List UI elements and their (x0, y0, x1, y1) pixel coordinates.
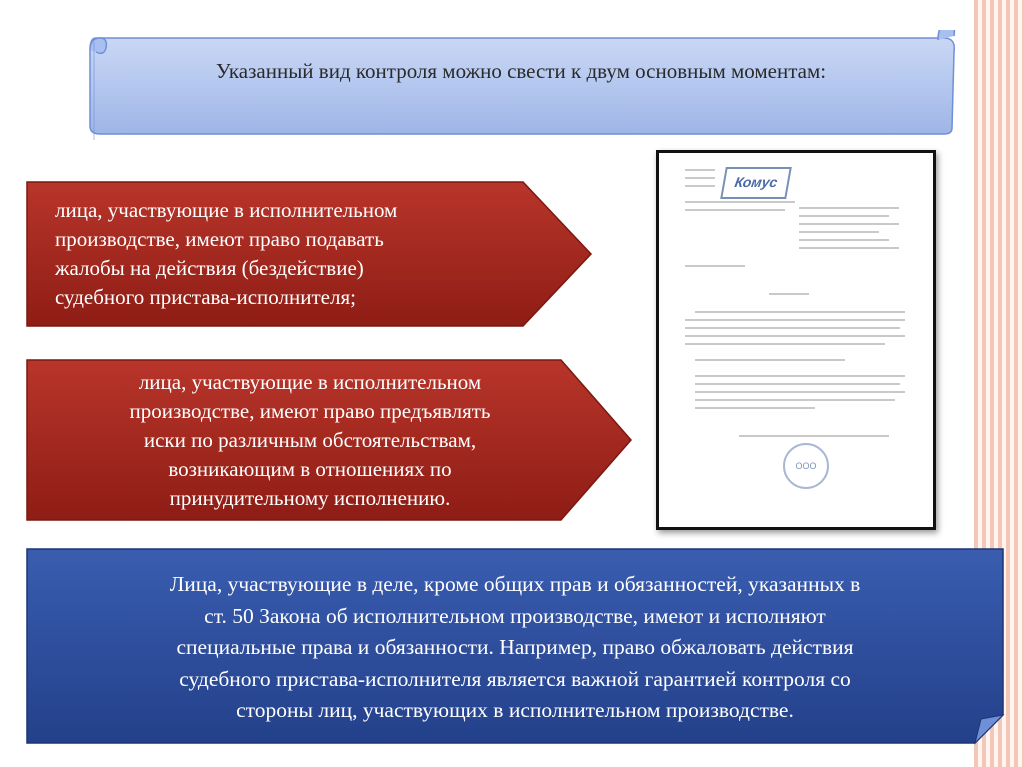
point-2-line: лица, участвующие в исполнительном (138, 370, 482, 394)
doc-line (685, 265, 745, 267)
doc-line (799, 223, 899, 225)
doc-line (685, 327, 900, 329)
point-1-line: жалобы на действия (бездействие) (55, 256, 364, 280)
doc-line (685, 209, 785, 211)
doc-line (799, 239, 889, 241)
doc-line (685, 343, 885, 345)
company-logo: Комус (720, 167, 792, 199)
header-text: Указанный вид контроля можно свести к двум основным моментам: (215, 59, 827, 83)
doc-line (799, 215, 889, 217)
point-text-2 (45, 368, 575, 513)
doc-line (685, 169, 715, 171)
doc-line (695, 407, 815, 409)
point-arrow-1 (25, 180, 595, 330)
doc-line (685, 319, 905, 321)
point-arrow-2 (25, 358, 635, 524)
summary-text (45, 569, 985, 727)
point-text-1 (55, 196, 535, 312)
doc-line (685, 201, 795, 203)
point-1-line: производстве, имеют право подавать (55, 227, 384, 251)
summary-line: специальные права и обязанности. Например, право обжаловать действия (176, 635, 854, 659)
doc-line (685, 185, 715, 187)
summary-box (25, 547, 1005, 745)
doc-line (695, 391, 905, 393)
summary-line: стороны лиц, участвующих в исполнительном производстве. (236, 698, 794, 722)
point-2-line: принудительному исполнению. (169, 486, 451, 510)
doc-line (685, 177, 715, 179)
doc-line (695, 375, 905, 377)
point-1-line: судебного пристава-исполнителя; (55, 285, 356, 309)
summary-line: Лица, участвующие в деле, кроме общих прав и обязанностей, указанных в (169, 572, 861, 596)
doc-line (769, 293, 809, 295)
point-2-line: возникающим в отношениях по (168, 457, 452, 481)
point-2-line: производстве, имеют право предъявлять (129, 399, 491, 423)
doc-line (695, 311, 905, 313)
doc-line (799, 207, 899, 209)
summary-line: ст. 50 Закона об исполнительном производстве, имеют и исполняют (204, 603, 826, 628)
document-image (656, 150, 936, 530)
doc-line (739, 435, 889, 437)
point-2-line: иски по различным обстоятельствам, (143, 428, 477, 452)
doc-line (695, 399, 895, 401)
doc-line (685, 335, 905, 337)
doc-line (799, 247, 899, 249)
doc-line (695, 383, 900, 385)
doc-line (799, 231, 879, 233)
point-1-line: лица, участвующие в исполнительном (55, 198, 398, 222)
doc-line (695, 359, 845, 361)
header-scroll-banner (86, 30, 956, 140)
summary-line: судебного пристава-исполнителя является важной гарантией контроля со (179, 666, 851, 691)
document-stamp: ООО (783, 443, 829, 489)
